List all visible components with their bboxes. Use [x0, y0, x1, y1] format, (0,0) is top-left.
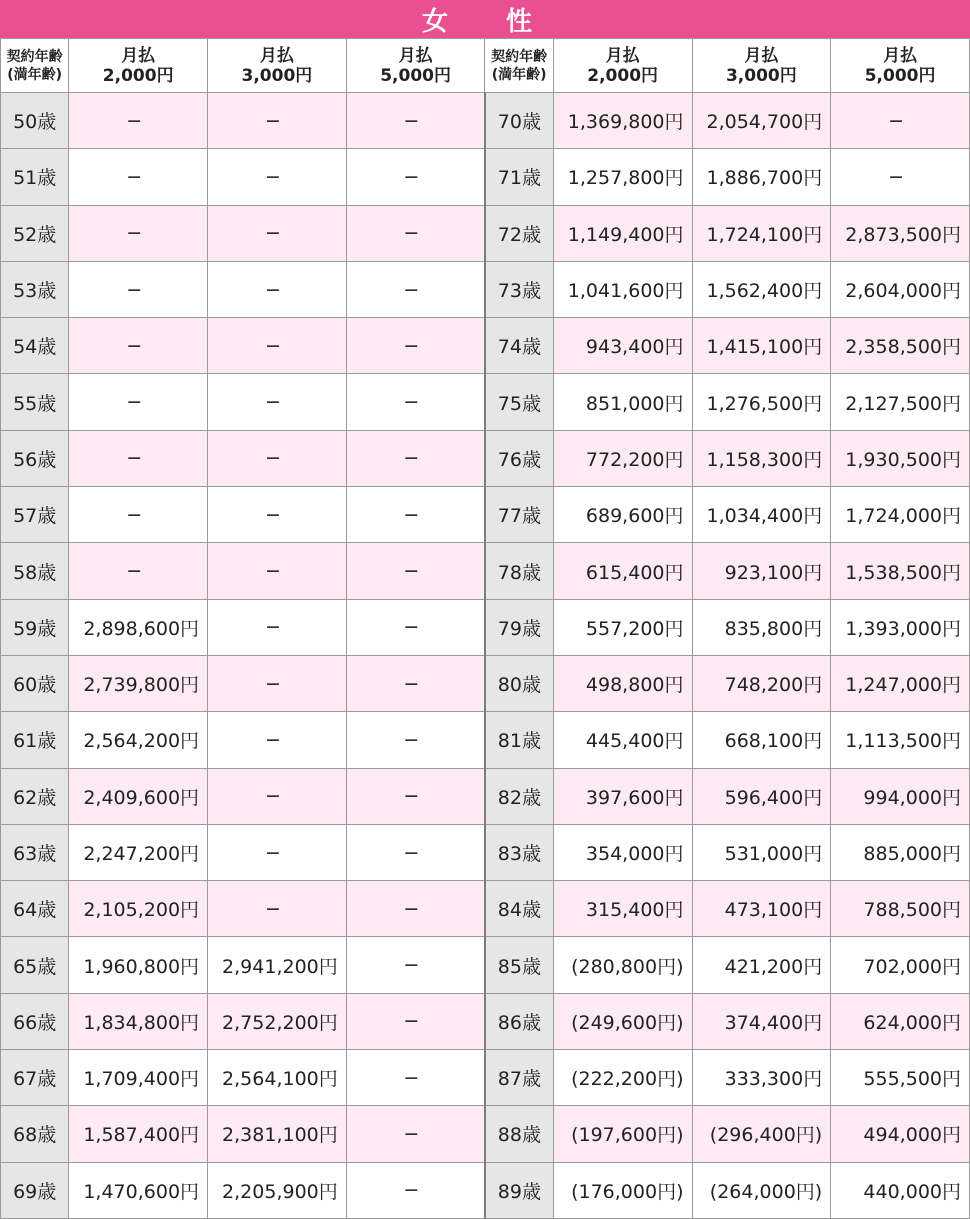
age-cell: 68歳 — [1, 1106, 69, 1162]
age-cell: 83歳 — [485, 824, 553, 880]
amount-cell: 748,200円 — [692, 655, 831, 711]
amount-cell: 1,247,000円 — [831, 655, 970, 711]
table-row — [1, 205, 970, 261]
amount-cell: − — [346, 93, 485, 149]
age-cell: 67歳 — [1, 1050, 69, 1106]
amount-cell: − — [346, 374, 485, 430]
amount-cell: 2,873,500円 — [831, 205, 970, 261]
table-row — [1, 261, 970, 317]
amount-cell: 1,587,400円 — [69, 1106, 208, 1162]
age-cell: 74歳 — [485, 318, 553, 374]
amount-cell: − — [208, 487, 347, 543]
age-cell: 82歳 — [485, 768, 553, 824]
amount-cell: 1,724,000円 — [831, 487, 970, 543]
amount-cell: 2,205,900円 — [208, 1162, 347, 1218]
table-row — [1, 318, 970, 374]
amount-cell: (264,000円) — [692, 1162, 831, 1218]
age-cell: 73歳 — [485, 261, 553, 317]
amount-cell: 1,393,000円 — [831, 599, 970, 655]
table-row — [1, 93, 970, 149]
plan-header: 月払 3,000円 — [692, 39, 831, 93]
age-cell: 85歳 — [485, 937, 553, 993]
amount-cell: 2,409,600円 — [69, 768, 208, 824]
amount-cell: 885,000円 — [831, 824, 970, 880]
table-row — [1, 712, 970, 768]
amount-cell: − — [208, 712, 347, 768]
amount-cell: 2,105,200円 — [69, 881, 208, 937]
amount-cell: 2,247,200円 — [69, 824, 208, 880]
amount-cell: 1,415,100円 — [692, 318, 831, 374]
amount-cell: − — [208, 824, 347, 880]
amount-cell: 1,113,500円 — [831, 712, 970, 768]
amount-cell: − — [69, 487, 208, 543]
amount-cell: 1,276,500円 — [692, 374, 831, 430]
age-cell: 51歳 — [1, 149, 69, 205]
amount-cell: 2,604,000円 — [831, 261, 970, 317]
amount-cell: − — [346, 655, 485, 711]
amount-cell: 354,000円 — [553, 824, 692, 880]
age-cell: 70歳 — [485, 93, 553, 149]
table-row — [1, 655, 970, 711]
age-cell: 79歳 — [485, 599, 553, 655]
age-cell: 60歳 — [1, 655, 69, 711]
amount-cell: − — [69, 149, 208, 205]
amount-cell: 1,369,800円 — [553, 93, 692, 149]
amount-cell: 2,898,600円 — [69, 599, 208, 655]
header-row — [1, 39, 970, 93]
amount-cell: 2,564,100円 — [208, 1050, 347, 1106]
amount-cell: 835,800円 — [692, 599, 831, 655]
amount-cell: 2,381,100円 — [208, 1106, 347, 1162]
amount-cell: − — [346, 1050, 485, 1106]
amount-cell: 374,400円 — [692, 993, 831, 1049]
age-header-left: 契約年齢 (満年齢) — [1, 39, 69, 93]
amount-cell: − — [208, 261, 347, 317]
amount-cell: 788,500円 — [831, 881, 970, 937]
amount-cell: 2,752,200円 — [208, 993, 347, 1049]
amount-cell: − — [208, 374, 347, 430]
age-cell: 62歳 — [1, 768, 69, 824]
amount-cell: 923,100円 — [692, 543, 831, 599]
age-cell: 80歳 — [485, 655, 553, 711]
amount-cell: 1,834,800円 — [69, 993, 208, 1049]
amount-cell: 531,000円 — [692, 824, 831, 880]
amount-cell: 2,739,800円 — [69, 655, 208, 711]
age-cell: 54歳 — [1, 318, 69, 374]
amount-cell: − — [69, 261, 208, 317]
amount-cell: − — [346, 261, 485, 317]
amount-cell: − — [208, 543, 347, 599]
table-row — [1, 768, 970, 824]
amount-cell: − — [208, 768, 347, 824]
age-cell: 77歳 — [485, 487, 553, 543]
amount-cell: − — [208, 655, 347, 711]
amount-cell: − — [69, 205, 208, 261]
amount-cell: − — [208, 599, 347, 655]
amount-cell: 397,600円 — [553, 768, 692, 824]
amount-cell: − — [346, 318, 485, 374]
age-cell: 88歳 — [485, 1106, 553, 1162]
amount-cell: − — [346, 1106, 485, 1162]
amount-cell: − — [831, 149, 970, 205]
amount-cell: − — [346, 712, 485, 768]
age-cell: 58歳 — [1, 543, 69, 599]
amount-cell: 1,041,600円 — [553, 261, 692, 317]
table-row — [1, 881, 970, 937]
age-cell: 81歳 — [485, 712, 553, 768]
amount-cell: 994,000円 — [831, 768, 970, 824]
age-cell: 56歳 — [1, 430, 69, 486]
amount-cell: 2,127,500円 — [831, 374, 970, 430]
amount-cell: 615,400円 — [553, 543, 692, 599]
amount-cell: 668,100円 — [692, 712, 831, 768]
amount-cell: 772,200円 — [553, 430, 692, 486]
amount-cell: − — [346, 768, 485, 824]
amount-cell: 1,930,500円 — [831, 430, 970, 486]
amount-cell: 2,358,500円 — [831, 318, 970, 374]
amount-cell: − — [346, 430, 485, 486]
amount-cell: − — [346, 543, 485, 599]
amount-cell: (296,400円) — [692, 1106, 831, 1162]
age-cell: 52歳 — [1, 205, 69, 261]
amount-cell: − — [208, 430, 347, 486]
age-cell: 50歳 — [1, 93, 69, 149]
amount-cell: (249,600円) — [553, 993, 692, 1049]
amount-cell: 2,941,200円 — [208, 937, 347, 993]
amount-cell: 1,034,400円 — [692, 487, 831, 543]
amount-cell: 445,400円 — [553, 712, 692, 768]
amount-cell: (280,800円) — [553, 937, 692, 993]
table-row — [1, 1162, 970, 1218]
amount-cell: − — [346, 487, 485, 543]
amount-cell: − — [346, 149, 485, 205]
plan-header: 月払 5,000円 — [831, 39, 970, 93]
amount-cell: 557,200円 — [553, 599, 692, 655]
amount-cell: 494,000円 — [831, 1106, 970, 1162]
amount-cell: 1,709,400円 — [69, 1050, 208, 1106]
amount-cell: 1,257,800円 — [553, 149, 692, 205]
amount-cell: − — [208, 93, 347, 149]
amount-cell: 1,158,300円 — [692, 430, 831, 486]
table-row — [1, 993, 970, 1049]
amount-cell: − — [346, 993, 485, 1049]
amount-cell: 1,562,400円 — [692, 261, 831, 317]
table-row — [1, 149, 970, 205]
amount-cell: − — [346, 599, 485, 655]
amount-cell: 1,886,700円 — [692, 149, 831, 205]
age-cell: 69歳 — [1, 1162, 69, 1218]
age-cell: 57歳 — [1, 487, 69, 543]
amount-cell: 421,200円 — [692, 937, 831, 993]
age-cell: 78歳 — [485, 543, 553, 599]
amount-cell: − — [208, 881, 347, 937]
premium-table — [0, 38, 970, 1219]
amount-cell: 498,800円 — [553, 655, 692, 711]
amount-cell: 473,100円 — [692, 881, 831, 937]
amount-cell: 596,400円 — [692, 768, 831, 824]
amount-cell: 2,564,200円 — [69, 712, 208, 768]
age-cell: 76歳 — [485, 430, 553, 486]
table-row — [1, 487, 970, 543]
amount-cell: 1,538,500円 — [831, 543, 970, 599]
table-row — [1, 1050, 970, 1106]
amount-cell: − — [69, 318, 208, 374]
table-row — [1, 824, 970, 880]
amount-cell: − — [346, 937, 485, 993]
age-cell: 87歳 — [485, 1050, 553, 1106]
table-row — [1, 1106, 970, 1162]
age-cell: 89歳 — [485, 1162, 553, 1218]
amount-cell: (222,200円) — [553, 1050, 692, 1106]
amount-cell: − — [208, 318, 347, 374]
table-title: 女 性 — [0, 0, 970, 38]
age-cell: 61歳 — [1, 712, 69, 768]
amount-cell: − — [346, 881, 485, 937]
amount-cell: − — [346, 205, 485, 261]
amount-cell: 555,500円 — [831, 1050, 970, 1106]
table-row — [1, 374, 970, 430]
age-cell: 55歳 — [1, 374, 69, 430]
age-cell: 71歳 — [485, 149, 553, 205]
amount-cell: (197,600円) — [553, 1106, 692, 1162]
age-cell: 75歳 — [485, 374, 553, 430]
plan-header: 月払 5,000円 — [346, 39, 485, 93]
age-cell: 66歳 — [1, 993, 69, 1049]
amount-cell: 943,400円 — [553, 318, 692, 374]
table-row — [1, 430, 970, 486]
amount-cell: 1,724,100円 — [692, 205, 831, 261]
plan-header: 月払 3,000円 — [208, 39, 347, 93]
amount-cell: (176,000円) — [553, 1162, 692, 1218]
age-cell: 64歳 — [1, 881, 69, 937]
amount-cell: 333,300円 — [692, 1050, 831, 1106]
amount-cell: − — [69, 374, 208, 430]
amount-cell: 440,000円 — [831, 1162, 970, 1218]
table-row — [1, 543, 970, 599]
amount-cell: 689,600円 — [553, 487, 692, 543]
amount-cell: − — [69, 93, 208, 149]
plan-header: 月払 2,000円 — [553, 39, 692, 93]
amount-cell: 624,000円 — [831, 993, 970, 1049]
amount-cell: 702,000円 — [831, 937, 970, 993]
plan-header: 月払 2,000円 — [69, 39, 208, 93]
table-row — [1, 937, 970, 993]
amount-cell: 315,400円 — [553, 881, 692, 937]
age-cell: 65歳 — [1, 937, 69, 993]
amount-cell: − — [346, 824, 485, 880]
age-cell: 63歳 — [1, 824, 69, 880]
amount-cell: − — [208, 149, 347, 205]
table-row — [1, 599, 970, 655]
amount-cell: 851,000円 — [553, 374, 692, 430]
amount-cell: 1,149,400円 — [553, 205, 692, 261]
amount-cell: − — [69, 430, 208, 486]
age-cell: 53歳 — [1, 261, 69, 317]
age-cell: 84歳 — [485, 881, 553, 937]
amount-cell: − — [69, 543, 208, 599]
age-cell: 59歳 — [1, 599, 69, 655]
amount-cell: − — [831, 93, 970, 149]
amount-cell: − — [208, 205, 347, 261]
amount-cell: 1,960,800円 — [69, 937, 208, 993]
age-cell: 72歳 — [485, 205, 553, 261]
amount-cell: 1,470,600円 — [69, 1162, 208, 1218]
amount-cell: − — [346, 1162, 485, 1218]
age-cell: 86歳 — [485, 993, 553, 1049]
age-header-right: 契約年齢 (満年齢) — [485, 39, 553, 93]
amount-cell: 2,054,700円 — [692, 93, 831, 149]
